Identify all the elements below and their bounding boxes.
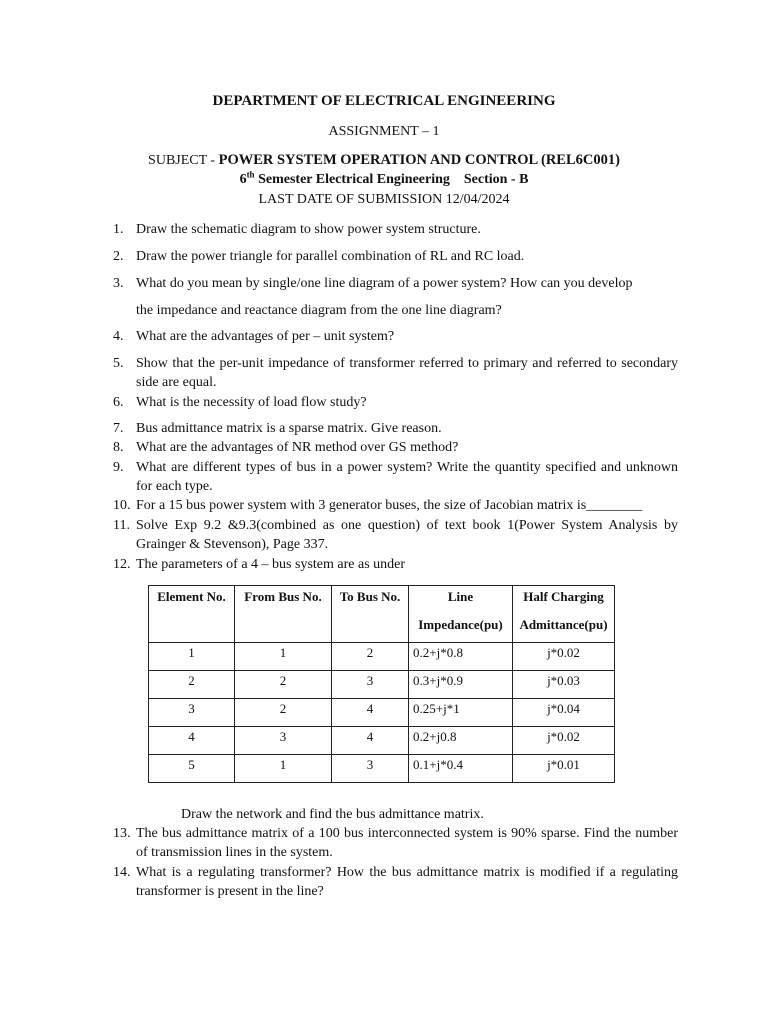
question-number: 13. (113, 826, 131, 841)
assignment-heading: ASSIGNMENT – 1 (328, 124, 440, 139)
question-number: 14. (113, 865, 131, 880)
table-cell: 3 (332, 671, 409, 699)
question-number: 6. (113, 395, 124, 410)
question-text: Solve Exp 9.2 &9.3(combined as one question) of text book 1(Power System Analysis by Grainger & Stevenson), Page 337. (136, 518, 678, 552)
question-number: 8. (113, 440, 124, 455)
table-row (149, 699, 615, 727)
table-cell: 0.1+j*0.4 (409, 755, 513, 783)
table-cell: 0.25+j*1 (409, 699, 513, 727)
department-heading: DEPARTMENT OF ELECTRICAL ENGINEERING (212, 93, 556, 109)
submission-date: LAST DATE OF SUBMISSION 12/04/2024 (258, 192, 510, 207)
question-text: What are the advantages of NR method over GS method? (136, 440, 459, 455)
semester-suffix: th (246, 169, 255, 180)
table-cell: 3 (235, 727, 332, 755)
question-number: 12. (113, 557, 131, 572)
subject-title: POWER SYSTEM OPERATION AND CONTROL (REL6C001) (218, 152, 620, 168)
table-header-cell: Line Impedance(pu) (409, 586, 513, 643)
table-cell: 2 (149, 671, 235, 699)
table-header-cell: Half Charging Admittance(pu) (513, 586, 615, 643)
table-cell: 0.2+j0.8 (409, 727, 513, 755)
subject-prefix: SUBJECT - (148, 153, 219, 168)
table-cell: 3 (149, 699, 235, 727)
question-number: 4. (113, 329, 124, 344)
question-number: 1. (113, 222, 124, 237)
table-cell: 4 (332, 727, 409, 755)
table-cell: 0.3+j*0.9 (409, 671, 513, 699)
question-number: 7. (113, 421, 124, 436)
question-text: Show that the per-unit impedance of transformer referred to primary and referred to secondary side are equal. (136, 356, 678, 390)
question-text-line2: the impedance and reactance diagram from the one line diagram? (136, 303, 502, 318)
subject-line (0, 151, 768, 170)
table-header-cell: From Bus No. (235, 586, 332, 643)
table-row (149, 671, 615, 699)
question-text: Draw the power triangle for parallel combination of RL and RC load. (136, 249, 525, 264)
table-cell: 0.2+j*0.8 (409, 643, 513, 671)
question-number: 5. (113, 356, 124, 371)
question-text: For a 15 bus power system with 3 generator buses, the size of Jacobian matrix is________ (136, 498, 643, 513)
table-cell: j*0.02 (513, 643, 615, 671)
table-cell: j*0.02 (513, 727, 615, 755)
question-text: What do you mean by single/one line diagram of a power system? How can you develop (136, 276, 633, 291)
semester-number: 6 (239, 172, 247, 187)
table-row (149, 727, 615, 755)
table-cell: j*0.03 (513, 671, 615, 699)
question-text: What is a regulating transformer? How the bus admittance matrix is modified if a regulating transformer is present in the line? (136, 865, 678, 899)
question-text: The parameters of a 4 – bus system are as under (136, 557, 406, 572)
table-header-cell: Element No. (149, 586, 235, 643)
table-cell: j*0.04 (513, 699, 615, 727)
semester-line (0, 170, 768, 189)
question-number: 10. (113, 498, 131, 513)
question-text: The bus admittance matrix of a 100 bus interconnected system is 90% sparse. Find the number of transmission lines in the system. (136, 826, 678, 860)
question-number: 9. (113, 460, 124, 475)
question-number: 3. (113, 276, 124, 291)
table-header-row (149, 586, 615, 643)
table-cell: 4 (332, 699, 409, 727)
table-cell: 2 (235, 671, 332, 699)
table-cell: 4 (149, 727, 235, 755)
table-cell: 1 (235, 755, 332, 783)
table-cell: 1 (149, 643, 235, 671)
table-instruction: Draw the network and find the bus admittance matrix. (181, 807, 484, 822)
table-cell: 3 (332, 755, 409, 783)
semester-text: Semester Electrical Engineering Section - B (254, 172, 529, 187)
question-number: 2. (113, 249, 124, 264)
table-row (149, 643, 615, 671)
question-number: 11. (113, 518, 130, 533)
table-header-cell: To Bus No. (332, 586, 409, 643)
table-cell: 2 (332, 643, 409, 671)
table-cell: 1 (235, 643, 332, 671)
table-cell: 5 (149, 755, 235, 783)
bus-parameter-table (148, 585, 615, 783)
table-cell: j*0.01 (513, 755, 615, 783)
table-row (149, 755, 615, 783)
table-cell: 2 (235, 699, 332, 727)
question-text: Bus admittance matrix is a sparse matrix. Give reason. (136, 421, 442, 436)
question-text: Draw the schematic diagram to show power system structure. (136, 222, 481, 237)
question-text: What are different types of bus in a power system? Write the quantity specified and unknown for each type. (136, 460, 678, 494)
question-text: What are the advantages of per – unit system? (136, 329, 395, 344)
question-text: What is the necessity of load flow study? (136, 395, 367, 410)
